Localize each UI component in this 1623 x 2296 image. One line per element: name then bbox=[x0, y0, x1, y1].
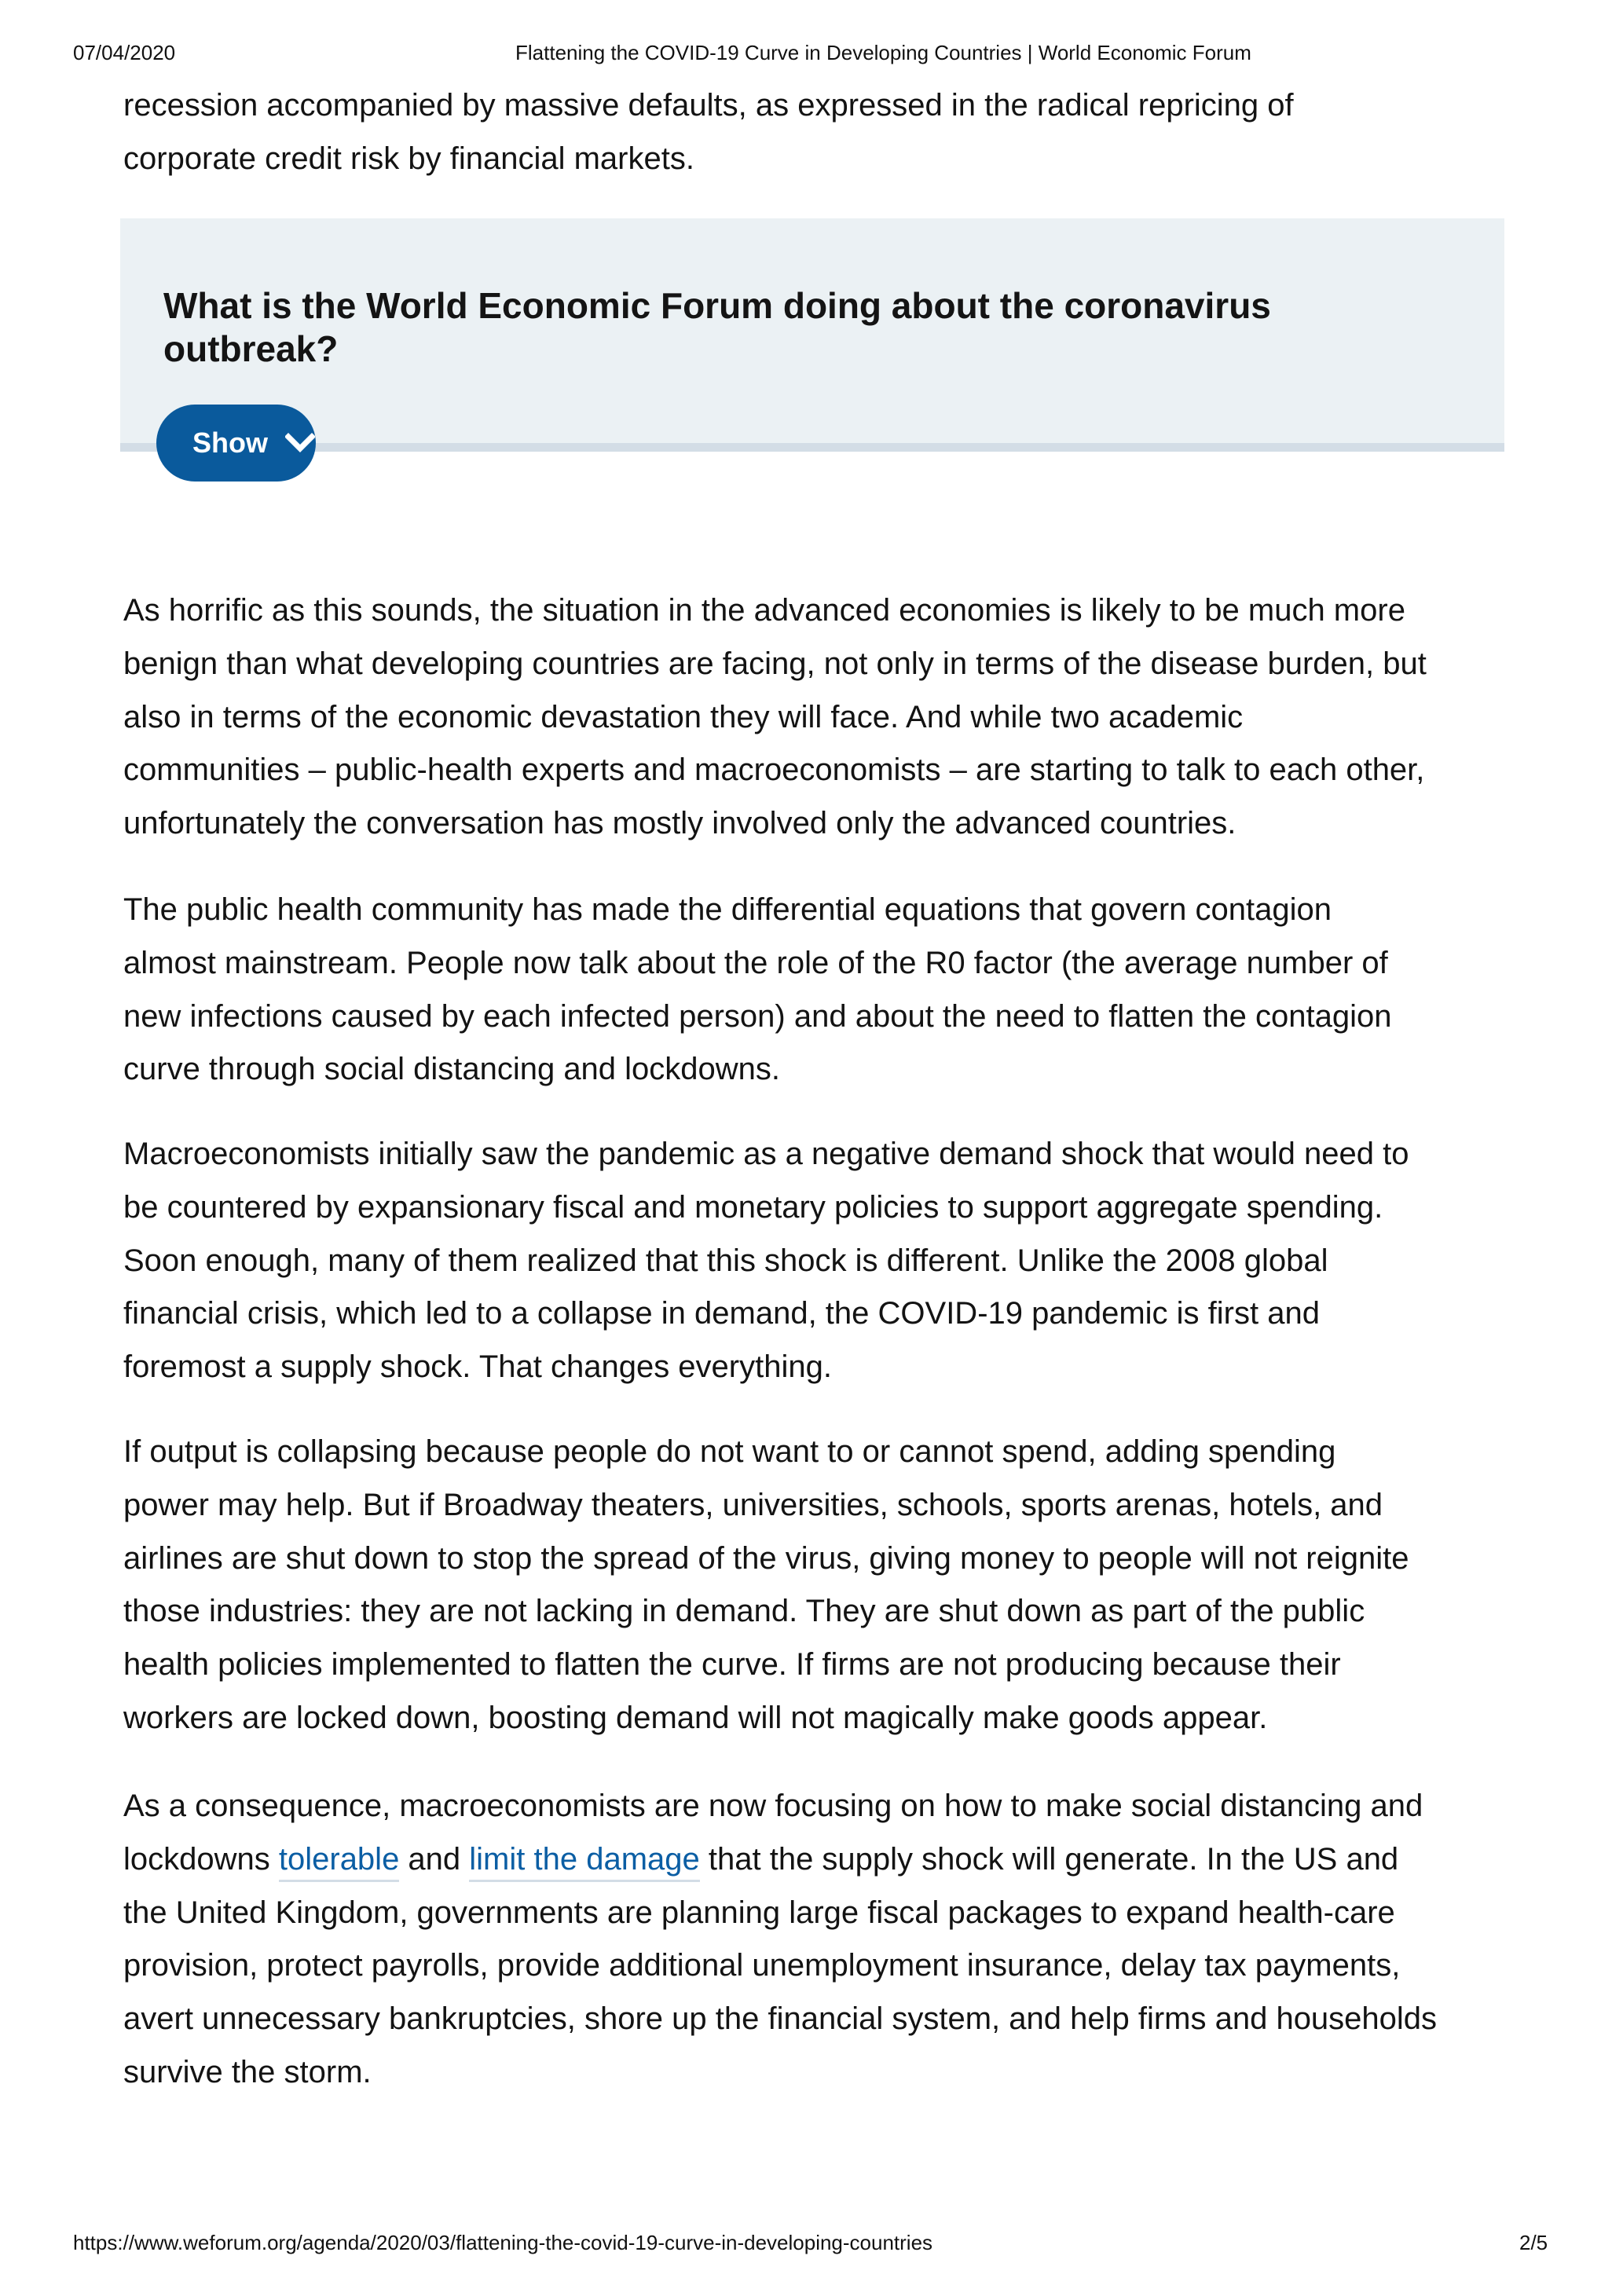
text-line: communities – public-health experts and macroeconomists – are starting to talk to each other, bbox=[123, 753, 1425, 788]
text-line: If output is collapsing because people do not want to or cannot spend, adding spending bbox=[123, 1434, 1336, 1469]
chevron-down-icon bbox=[285, 433, 315, 453]
text-line: financial crisis, which led to a collapse in demand, the COVID-19 pandemic is first and bbox=[123, 1296, 1320, 1331]
text-line: health policies implemented to flatten the curve. If firms are not producing because their bbox=[123, 1647, 1341, 1683]
text-line: workers are locked down, boosting demand will not magically make goods appear. bbox=[123, 1700, 1268, 1735]
text-line: those industries: they are not lacking in demand. They are shut down as part of the public bbox=[123, 1594, 1365, 1629]
text-line: recession accompanied by massive defaults, as expressed in the radical repricing of bbox=[123, 88, 1294, 123]
page-number: 2/5 bbox=[1519, 2231, 1548, 2254]
text-line: new infections caused by each infected person) and about the need to flatten the contagion bbox=[123, 998, 1392, 1034]
paragraph-2 bbox=[123, 884, 1391, 1097]
paragraph-3 bbox=[123, 1128, 1409, 1394]
text-line: provision, protect payrolls, provide additional unemployment insurance, delay tax payments, bbox=[123, 1948, 1401, 1983]
text-line-with-links bbox=[123, 1833, 1437, 1887]
text-line: avert unnecessary bankruptcies, shore up the financial system, and help firms and households bbox=[123, 2001, 1438, 2037]
print-url: https://www.weforum.org/agenda/2020/03/flattening-the-covid-19-curve-in-developing-countries bbox=[73, 2231, 933, 2254]
text-line: the United Kingdom, governments are planning large fiscal packages to expand health-care bbox=[123, 1895, 1395, 1930]
text-line: be countered by expansionary fiscal and monetary policies to support aggregate spending. bbox=[123, 1189, 1383, 1225]
text-line: curve through social distancing and lockdowns. bbox=[123, 1052, 781, 1087]
print-title: Flattening the COVID-19 Curve in Developing Countries | World Economic Forum bbox=[515, 41, 1251, 64]
link-tolerable[interactable]: tolerable bbox=[279, 1842, 399, 1882]
show-button[interactable] bbox=[156, 405, 316, 482]
print-date: 07/04/2020 bbox=[73, 41, 176, 64]
link-limit-the-damage[interactable]: limit the damage bbox=[469, 1842, 699, 1882]
text-fragment: lockdowns bbox=[123, 1841, 279, 1877]
show-button-label: Show bbox=[192, 427, 268, 459]
text-line: Soon enough, many of them realized that this shock is different. Unlike the 2008 global bbox=[123, 1243, 1328, 1278]
text-line: As horrific as this sounds, the situation in the advanced economies is likely to be much more bbox=[123, 593, 1405, 628]
text-line: benign than what developing countries are facing, not only in terms of the disease burden, but bbox=[123, 646, 1427, 681]
paragraph-1 bbox=[123, 584, 1427, 851]
callout-title-line: outbreak? bbox=[163, 328, 339, 369]
paragraph-5 bbox=[123, 1780, 1437, 2100]
text-line: airlines are shut down to stop the spread of the virus, giving money to people will not reignite bbox=[123, 1540, 1409, 1576]
text-line: As a consequence, macroeconomists are now focusing on how to make social distancing and bbox=[123, 1789, 1423, 1823]
text-line: also in terms of the economic devastation they will face. And while two academic bbox=[123, 699, 1244, 734]
text-line: Macroeconomists initially saw the pandemic as a negative demand shock that would need to bbox=[123, 1137, 1409, 1171]
text-line: unfortunately the conversation has mostly involved only the advanced countries. bbox=[123, 806, 1236, 841]
text-line: corporate credit risk by financial markets. bbox=[123, 141, 694, 176]
text-line: almost mainstream. People now talk about the role of the R0 factor (the average number of bbox=[123, 945, 1388, 980]
text-line: The public health community has made the differential equations that govern contagion bbox=[123, 892, 1332, 927]
text-line: power may help. But if Broadway theaters, universities, schools, sports arenas, hotels, and bbox=[123, 1487, 1383, 1522]
callout-title bbox=[163, 284, 1271, 371]
text-line: foremost a supply shock. That changes everything. bbox=[123, 1349, 832, 1385]
callout-title-line: What is the World Economic Forum doing about the coronavirus bbox=[163, 285, 1271, 326]
intro-paragraph bbox=[123, 79, 1294, 186]
text-fragment: that the supply shock will generate. In the US and bbox=[699, 1841, 1399, 1877]
text-fragment: and bbox=[399, 1841, 470, 1877]
text-line: survive the storm. bbox=[123, 2054, 372, 2089]
paragraph-4 bbox=[123, 1426, 1409, 1745]
